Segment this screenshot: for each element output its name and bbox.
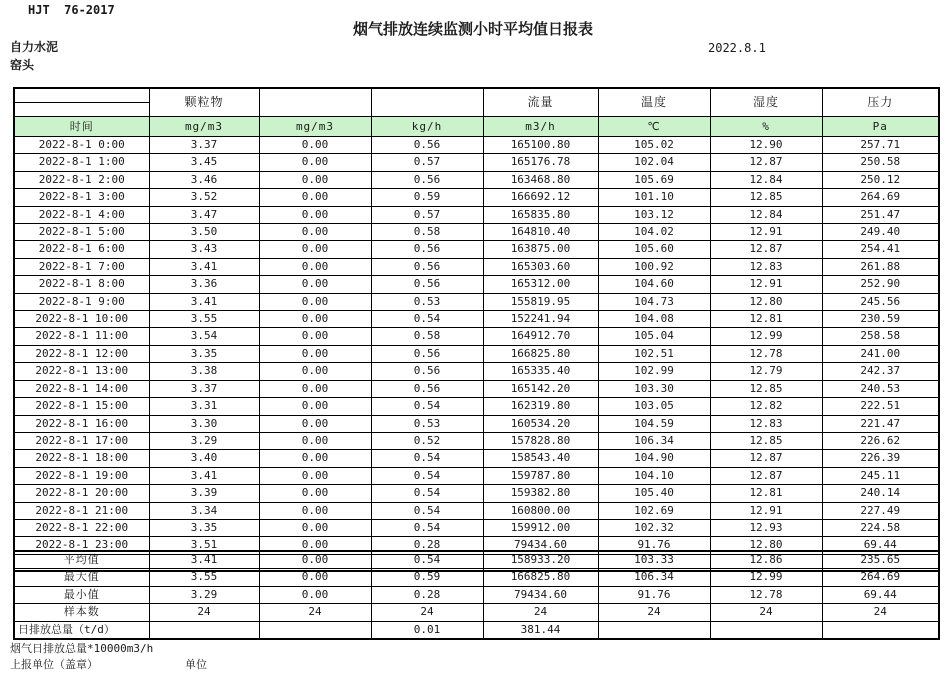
cell-kgh: 0.54	[371, 311, 483, 328]
cell-pm: 3.41	[149, 293, 259, 310]
cell-pm-blank: 0.00	[259, 189, 371, 206]
cell-flow: 157828.80	[483, 432, 598, 449]
unit-header-time: 时间	[14, 117, 149, 137]
cell-pressure: 235.65	[822, 551, 939, 569]
cell-kgh: 0.54	[371, 502, 483, 519]
cell-flow: 164912.70	[483, 328, 598, 345]
cell-humidity: 12.84	[710, 171, 822, 188]
cell-time: 2022-8-1 23:00	[14, 537, 149, 554]
cell-humidity: 24	[710, 604, 822, 621]
cell-humidity: 12.87	[710, 450, 822, 467]
cell-pm: 3.34	[149, 502, 259, 519]
cell-flow: 152241.94	[483, 311, 598, 328]
cell-pm-blank: 0.00	[259, 328, 371, 345]
cell-pm-blank: 0.00	[259, 551, 371, 569]
cell-stat-label: 最小值	[14, 586, 149, 603]
cell-time: 2022-8-1 17:00	[14, 432, 149, 449]
cell-humidity: 12.99	[710, 569, 822, 586]
cell-pm: 3.35	[149, 519, 259, 536]
cell-pm: 3.41	[149, 258, 259, 275]
unit-header-flow: m3/h	[483, 117, 598, 137]
cell-flow: 165335.40	[483, 363, 598, 380]
cell-pm: 3.29	[149, 432, 259, 449]
table-row	[14, 276, 939, 293]
cell-humidity: 12.83	[710, 415, 822, 432]
cell-pm: 3.46	[149, 171, 259, 188]
cell-temp: 102.04	[598, 154, 710, 171]
cell-flow: 159787.80	[483, 467, 598, 484]
cell-pressure: 242.37	[822, 363, 939, 380]
cell-time: 2022-8-1 0:00	[14, 137, 149, 154]
table-row	[14, 328, 939, 345]
cell-flow: 159382.80	[483, 485, 598, 502]
cell-temp: 104.02	[598, 224, 710, 241]
cell-pressure: 69.44	[822, 586, 939, 603]
cell-temp: 104.59	[598, 415, 710, 432]
unit-label: 单位	[185, 658, 207, 671]
cell-humidity: 12.78	[710, 586, 822, 603]
cell-flow: 160800.00	[483, 502, 598, 519]
company-name: 自力水泥	[10, 40, 59, 54]
cell-pm-blank: 0.00	[259, 432, 371, 449]
cell-pm-blank: 0.00	[259, 467, 371, 484]
cell-humidity: 12.81	[710, 311, 822, 328]
cell-pm	[149, 621, 259, 639]
cell-flow: 165312.00	[483, 276, 598, 293]
cell-temp: 101.10	[598, 189, 710, 206]
cell-pm-blank: 0.00	[259, 241, 371, 258]
cell-pm: 3.36	[149, 276, 259, 293]
table-row	[14, 380, 939, 397]
cell-temp: 105.40	[598, 485, 710, 502]
cell-flow: 24	[483, 604, 598, 621]
cell-pm: 3.54	[149, 328, 259, 345]
table-row	[14, 363, 939, 380]
cell-pressure: 245.56	[822, 293, 939, 310]
cell-humidity: 12.78	[710, 345, 822, 362]
cell-pressure	[822, 621, 939, 639]
cell-pressure: 221.47	[822, 415, 939, 432]
cell-pm: 3.55	[149, 311, 259, 328]
cell-time: 2022-8-1 6:00	[14, 241, 149, 258]
cell-pm: 24	[149, 604, 259, 621]
table-row	[14, 586, 939, 603]
cell-flow: 165100.80	[483, 137, 598, 154]
cell-humidity: 12.85	[710, 432, 822, 449]
cell-pm-blank: 0.00	[259, 450, 371, 467]
cell-kgh: 0.56	[371, 380, 483, 397]
cell-time: 2022-8-1 4:00	[14, 206, 149, 223]
table-row	[14, 224, 939, 241]
cell-pm-blank: 0.00	[259, 586, 371, 603]
cell-time: 2022-8-1 20:00	[14, 485, 149, 502]
cell-pm: 3.41	[149, 551, 259, 569]
cell-temp: 102.51	[598, 345, 710, 362]
cell-kgh: 0.57	[371, 154, 483, 171]
cell-kgh: 0.54	[371, 519, 483, 536]
cell-pm: 3.47	[149, 206, 259, 223]
cell-kgh: 0.56	[371, 345, 483, 362]
cell-humidity: 12.91	[710, 276, 822, 293]
table-row	[14, 137, 939, 154]
param-header-pressure: 压力	[822, 88, 939, 117]
cell-kgh: 0.52	[371, 432, 483, 449]
cell-time: 2022-8-1 11:00	[14, 328, 149, 345]
cell-pressure: 254.41	[822, 241, 939, 258]
unit-header-row	[14, 117, 939, 137]
cell-pressure: 227.49	[822, 502, 939, 519]
table-row	[14, 621, 939, 639]
cell-temp	[598, 621, 710, 639]
cell-pm-blank: 0.00	[259, 154, 371, 171]
cell-pm-blank: 0.00	[259, 171, 371, 188]
cell-flow: 158933.20	[483, 551, 598, 569]
hourly-rows	[14, 137, 939, 555]
cell-pm: 3.30	[149, 415, 259, 432]
cell-kgh: 0.56	[371, 363, 483, 380]
unit-header-blank: mg/m3	[259, 117, 371, 137]
cell-pressure: 241.00	[822, 345, 939, 362]
cell-kgh: 0.56	[371, 241, 483, 258]
cell-humidity: 12.86	[710, 551, 822, 569]
table-row	[14, 450, 939, 467]
cell-pressure: 258.58	[822, 328, 939, 345]
cell-stat-label: 最大值	[14, 569, 149, 586]
table-row	[14, 604, 939, 621]
cell-stat-label: 日排放总量（t/d）	[14, 621, 149, 639]
cell-time: 2022-8-1 22:00	[14, 519, 149, 536]
table-row	[14, 569, 939, 586]
cell-humidity: 12.87	[710, 467, 822, 484]
cell-kgh: 0.56	[371, 171, 483, 188]
cell-flow: 159912.00	[483, 519, 598, 536]
cell-kgh: 0.58	[371, 328, 483, 345]
cell-flow: 160534.20	[483, 415, 598, 432]
monitor-point-name: 窑头	[10, 58, 35, 72]
cell-pressure: 226.39	[822, 450, 939, 467]
cell-humidity: 12.85	[710, 380, 822, 397]
report-date: 2022.8.1	[708, 41, 766, 55]
cell-flow: 163468.80	[483, 171, 598, 188]
cell-pm-blank: 0.00	[259, 311, 371, 328]
cell-time: 2022-8-1 14:00	[14, 380, 149, 397]
cell-pm-blank: 0.00	[259, 537, 371, 554]
cell-kgh: 0.53	[371, 293, 483, 310]
cell-flow: 158543.40	[483, 450, 598, 467]
cell-pm: 3.39	[149, 485, 259, 502]
cell-humidity: 12.80	[710, 293, 822, 310]
cell-kgh: 0.28	[371, 537, 483, 554]
cell-pm-blank: 0.00	[259, 258, 371, 275]
table-row	[14, 206, 939, 223]
cell-pm-blank: 0.00	[259, 276, 371, 293]
cell-kgh: 0.54	[371, 450, 483, 467]
cell-temp: 103.30	[598, 380, 710, 397]
table-row	[14, 519, 939, 536]
cell-pressure: 249.40	[822, 224, 939, 241]
param-header-humidity: 湿度	[710, 88, 822, 117]
cell-kgh: 0.59	[371, 569, 483, 586]
unit-header-humidity: %	[710, 117, 822, 137]
unit-header-temperature: ℃	[598, 117, 710, 137]
param-header-blank2	[371, 88, 483, 117]
cell-pm: 3.43	[149, 241, 259, 258]
cell-time: 2022-8-1 2:00	[14, 171, 149, 188]
cell-pm: 3.51	[149, 537, 259, 554]
cell-kgh: 24	[371, 604, 483, 621]
cell-pm: 3.50	[149, 224, 259, 241]
cell-kgh: 0.56	[371, 258, 483, 275]
table-row	[14, 189, 939, 206]
cell-kgh: 0.58	[371, 224, 483, 241]
cell-kgh: 0.59	[371, 189, 483, 206]
cell-stat-label: 样本数	[14, 604, 149, 621]
cell-pm: 3.45	[149, 154, 259, 171]
table-row	[14, 311, 939, 328]
cell-flow: 79434.60	[483, 586, 598, 603]
cell-flow: 165142.20	[483, 380, 598, 397]
cell-pressure: 24	[822, 604, 939, 621]
cell-temp: 102.69	[598, 502, 710, 519]
cell-flow: 165303.60	[483, 258, 598, 275]
flow-total-note: 烟气日排放总量*10000m3/h	[10, 642, 154, 655]
cell-temp: 91.76	[598, 537, 710, 554]
cell-humidity: 12.80	[710, 537, 822, 554]
table-row	[14, 467, 939, 484]
cell-pressure: 240.14	[822, 485, 939, 502]
cell-time: 2022-8-1 21:00	[14, 502, 149, 519]
table-row	[14, 551, 939, 569]
cell-time: 2022-8-1 19:00	[14, 467, 149, 484]
cell-flow: 164810.40	[483, 224, 598, 241]
cell-temp: 104.90	[598, 450, 710, 467]
header-empty-cell	[14, 103, 149, 117]
cell-pressure: 240.53	[822, 380, 939, 397]
cell-pressure: 230.59	[822, 311, 939, 328]
cell-stat-label: 平均值	[14, 551, 149, 569]
table-row	[14, 345, 939, 362]
cell-flow: 163875.00	[483, 241, 598, 258]
cell-kgh: 0.56	[371, 137, 483, 154]
unit-header-pressure: Pa	[822, 117, 939, 137]
cell-flow: 166825.80	[483, 345, 598, 362]
cell-pressure: 250.12	[822, 171, 939, 188]
cell-pm: 3.55	[149, 569, 259, 586]
cell-pressure: 257.71	[822, 137, 939, 154]
cell-humidity: 12.99	[710, 328, 822, 345]
header-empty-cell	[14, 88, 149, 103]
cell-pm-blank: 0.00	[259, 485, 371, 502]
cell-pm-blank: 24	[259, 604, 371, 621]
cell-humidity: 12.79	[710, 363, 822, 380]
cell-temp: 106.34	[598, 432, 710, 449]
cell-pm-blank: 0.00	[259, 293, 371, 310]
cell-pm-blank: 0.00	[259, 363, 371, 380]
page-title: 烟气排放连续监测小时平均值日报表	[352, 20, 593, 38]
param-header-flow: 流量	[483, 88, 598, 117]
table-row	[14, 241, 939, 258]
cell-temp: 106.34	[598, 569, 710, 586]
cell-time: 2022-8-1 3:00	[14, 189, 149, 206]
standard-code: HJT 76-2017	[28, 3, 115, 17]
cell-temp: 104.73	[598, 293, 710, 310]
cell-pressure: 69.44	[822, 537, 939, 554]
unit-header-pm: mg/m3	[149, 117, 259, 137]
table-row	[14, 293, 939, 310]
cell-humidity: 12.91	[710, 224, 822, 241]
cell-pm-blank: 0.00	[259, 380, 371, 397]
cell-temp: 105.04	[598, 328, 710, 345]
table-row	[14, 258, 939, 275]
cell-temp: 105.60	[598, 241, 710, 258]
cell-humidity: 12.93	[710, 519, 822, 536]
cell-pm-blank: 0.00	[259, 569, 371, 586]
cell-temp: 91.76	[598, 586, 710, 603]
cell-pressure: 226.62	[822, 432, 939, 449]
cell-kgh: 0.54	[371, 551, 483, 569]
cell-humidity: 12.81	[710, 485, 822, 502]
cell-pm-blank: 0.00	[259, 206, 371, 223]
cell-kgh: 0.54	[371, 467, 483, 484]
cell-pm: 3.52	[149, 189, 259, 206]
cell-pm: 3.38	[149, 363, 259, 380]
cell-pressure: 224.58	[822, 519, 939, 536]
cell-temp: 24	[598, 604, 710, 621]
hourly-data-table	[13, 87, 940, 572]
param-header-pm: 颗粒物	[149, 88, 259, 117]
cell-pm-blank: 0.00	[259, 519, 371, 536]
cell-pm-blank: 0.00	[259, 224, 371, 241]
table-row	[14, 154, 939, 171]
cell-time: 2022-8-1 18:00	[14, 450, 149, 467]
cell-humidity: 12.87	[710, 154, 822, 171]
cell-time: 2022-8-1 15:00	[14, 398, 149, 415]
cell-time: 2022-8-1 10:00	[14, 311, 149, 328]
cell-time: 2022-8-1 9:00	[14, 293, 149, 310]
cell-pressure: 264.69	[822, 569, 939, 586]
cell-temp: 104.60	[598, 276, 710, 293]
cell-humidity	[710, 621, 822, 639]
cell-time: 2022-8-1 12:00	[14, 345, 149, 362]
cell-pm: 3.37	[149, 380, 259, 397]
cell-pm-blank: 0.00	[259, 502, 371, 519]
table-row	[14, 415, 939, 432]
cell-pm-blank: 0.00	[259, 137, 371, 154]
cell-humidity: 12.91	[710, 502, 822, 519]
cell-temp: 104.10	[598, 467, 710, 484]
cell-flow: 155819.95	[483, 293, 598, 310]
table-row	[14, 398, 939, 415]
cell-pm: 3.40	[149, 450, 259, 467]
cell-time: 2022-8-1 7:00	[14, 258, 149, 275]
table-row	[14, 171, 939, 188]
cell-flow: 166825.80	[483, 569, 598, 586]
cell-temp: 105.69	[598, 171, 710, 188]
summary-rows	[14, 551, 939, 639]
cell-time: 2022-8-1 13:00	[14, 363, 149, 380]
cell-pm-blank: 0.00	[259, 345, 371, 362]
cell-flow: 162319.80	[483, 398, 598, 415]
cell-humidity: 12.82	[710, 398, 822, 415]
cell-humidity: 12.90	[710, 137, 822, 154]
cell-kgh: 0.54	[371, 485, 483, 502]
reporting-unit-label: 上报单位（盖章）	[10, 658, 98, 671]
table-row	[14, 485, 939, 502]
cell-pressure: 251.47	[822, 206, 939, 223]
cell-humidity: 12.83	[710, 258, 822, 275]
cell-pm-blank	[259, 621, 371, 639]
cell-pressure: 261.88	[822, 258, 939, 275]
cell-temp: 100.92	[598, 258, 710, 275]
cell-temp: 103.33	[598, 551, 710, 569]
cell-pressure: 264.69	[822, 189, 939, 206]
cell-temp: 103.12	[598, 206, 710, 223]
cell-temp: 104.08	[598, 311, 710, 328]
cell-time: 2022-8-1 1:00	[14, 154, 149, 171]
table-row	[14, 502, 939, 519]
cell-kgh: 0.28	[371, 586, 483, 603]
cell-flow: 381.44	[483, 621, 598, 639]
cell-kgh: 0.01	[371, 621, 483, 639]
param-header-temperature: 温度	[598, 88, 710, 117]
cell-kgh: 0.54	[371, 398, 483, 415]
cell-temp: 103.05	[598, 398, 710, 415]
cell-temp: 102.99	[598, 363, 710, 380]
cell-kgh: 0.57	[371, 206, 483, 223]
cell-time: 2022-8-1 8:00	[14, 276, 149, 293]
cell-flow: 166692.12	[483, 189, 598, 206]
cell-pm: 3.29	[149, 586, 259, 603]
cell-pm-blank: 0.00	[259, 415, 371, 432]
cell-pm: 3.35	[149, 345, 259, 362]
cell-pm: 3.31	[149, 398, 259, 415]
cell-temp: 102.32	[598, 519, 710, 536]
cell-time: 2022-8-1 16:00	[14, 415, 149, 432]
summary-table	[13, 550, 940, 640]
cell-pm: 3.37	[149, 137, 259, 154]
cell-humidity: 12.85	[710, 189, 822, 206]
cell-kgh: 0.56	[371, 276, 483, 293]
cell-flow: 79434.60	[483, 537, 598, 554]
param-header-blank1	[259, 88, 371, 117]
header-row-top	[14, 88, 939, 103]
cell-pressure: 245.11	[822, 467, 939, 484]
cell-pressure: 250.58	[822, 154, 939, 171]
cell-time: 2022-8-1 5:00	[14, 224, 149, 241]
unit-header-kgh: kg/h	[371, 117, 483, 137]
cell-humidity: 12.84	[710, 206, 822, 223]
cell-temp: 105.02	[598, 137, 710, 154]
cell-humidity: 12.87	[710, 241, 822, 258]
cell-pm: 3.41	[149, 467, 259, 484]
cell-pressure: 252.90	[822, 276, 939, 293]
table-row	[14, 432, 939, 449]
cell-flow: 165176.78	[483, 154, 598, 171]
cell-pressure: 222.51	[822, 398, 939, 415]
cell-flow: 165835.80	[483, 206, 598, 223]
cell-pm-blank: 0.00	[259, 398, 371, 415]
cell-kgh: 0.53	[371, 415, 483, 432]
